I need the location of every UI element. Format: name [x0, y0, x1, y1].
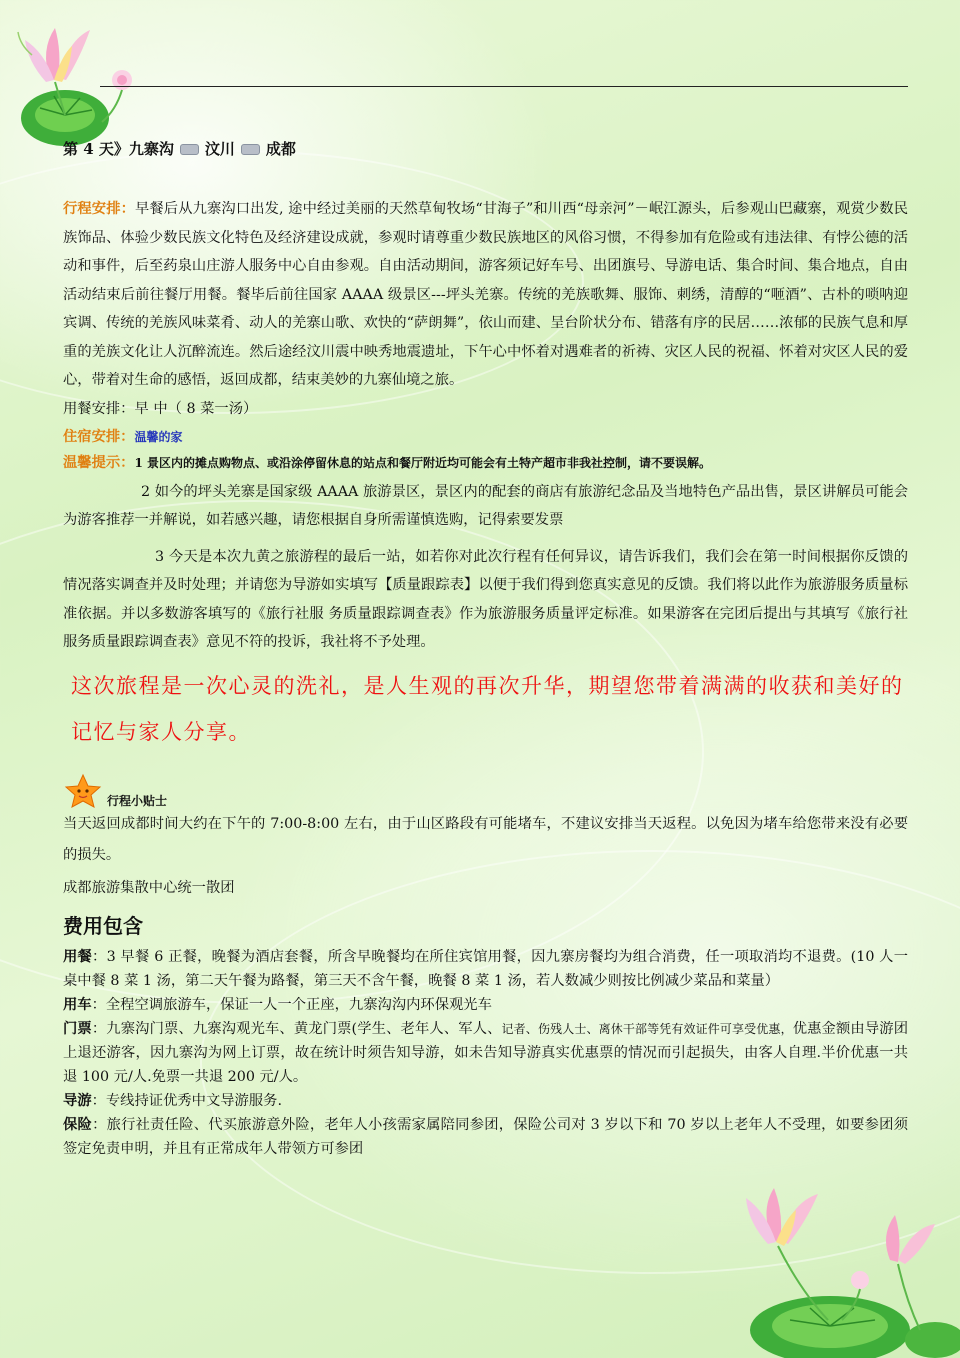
fees-guide-text: ：专线持证优秀中文导游服务.	[91, 1092, 282, 1109]
fees-insurance-text: ：旅行社责任险、代买旅游意外险，老年人小孩需家属陪同参团，保险公司对 3 岁以下和 70 岁以上老年人不受理，如要参团须签定免责申明，并且有正常成年人带领方可参团	[63, 1116, 909, 1157]
reminder-item-2-text: 2 如今的坪头羌寨是国家级 AAAA 旅游景区，景区内的配套的商店有旅游纪念品及当地特色产品出售，景区讲解员可能会为游客推荐一并解说，如若感兴趣，请您根据自身所需谨慎选购，记得索要发票	[63, 483, 908, 528]
fees-guide-label: 导游	[63, 1092, 92, 1109]
fees-car	[63, 993, 908, 1017]
reminder-item-3-text: 3 今天是本次九黄之旅游程的最后一站，如若你对此次行程有任何异议，请告诉我们，我们会在第一时间根据你反馈的情况落实调查并及时处理；并请您为导游如实填写【质量跟踪表】以便于我们得到您真实意见的反馈。我们将以此作为旅游服务质量标准依据。并以多数游客填写的《旅行社服 务质量跟踪调查表》作为旅游服务质量评定标准。如果游客在完团后提出与其填写《旅行社服务质量跟踪调查表》意见不符的投诉，我社将不予处理。	[63, 548, 908, 650]
itinerary-label: 行程安排：	[63, 201, 135, 217]
fees-guide	[63, 1089, 908, 1113]
lotus-decoration-top-left	[10, 10, 160, 155]
day-stop-wenchuan: 汶川	[204, 140, 235, 158]
reminder-line-1	[63, 452, 908, 474]
tips-org: 成都旅游集散中心统一散团	[63, 879, 235, 896]
closing-message: 这次旅程是一次心灵的洗礼，是人生观的再次升华，期望您带着满满的收获和美好的记忆与家人分享。	[71, 673, 904, 744]
reminder-item-2	[63, 478, 908, 535]
day-title-text: 第 4 天》九寨沟	[63, 140, 174, 158]
fees-meals	[63, 945, 908, 993]
itinerary-text: 早餐后从九寨沟口出发, 途中经过美丽的天然草甸牧场“甘海子”和川西“母亲河”－岷江源头，后参观山巴藏寨，观赏少数民族饰品、体验少数民族文化特色及经济建设成就，参观时请尊重少数民族地区的风俗习惯，不得参加有危险或有违法律、有悖公德的活动和事件，后至药泉山庄游人服务中心自由参观。自由活动期间，游客须记好车号、出团旗号、导游电话、集合时间、集合地点，自由活动结束后前往餐厅用餐。餐毕后前往国家 AAAA 级景区---坪头羌寨。传统的羌族歌舞、服饰、刺绣，清醇的“咂酒”、古朴的唢呐迎宾调、传统的羌族风味菜肴、动人的羌寨山歌、欢快的“萨朗舞”，依山而建、呈台阶状分布、错落有序的民居……浓郁的民族气息和厚重的羌族文化让人沉醉流连。然后途经汶川震中映秀地震遗址，下午心中怀着对遇难者的祈祷、灾区人民的祝福、怀着对灾区人民的爱心，带着对生命的感悟，返回成都，结束美妙的九寨仙境之旅。	[63, 201, 908, 388]
fees-car-label: 用车	[63, 996, 92, 1013]
fees-ticket-label: 门票	[63, 1020, 92, 1037]
day-title	[63, 138, 908, 159]
lotus-decoration-bottom-right	[730, 1180, 960, 1358]
lodging-value: 温馨的家	[134, 430, 183, 444]
fees-meals-text: ：3 早餐 6 正餐，晚餐为酒店套餐，所含早晚餐均在所住宾馆用餐，因九寨房餐均为组合消费，任一项取消均不退费。(10 人一桌中餐 8 菜 1 汤，第二天午餐为路餐，第三天不含午餐，晚餐 8 菜 1 汤，若人数减少则按比例减少菜品和菜量）	[63, 948, 908, 989]
fees-heading: 费用包含	[63, 913, 143, 938]
header-rule	[100, 86, 908, 87]
lodging-label: 住宿安排：	[63, 429, 135, 445]
itinerary-paragraph	[63, 195, 908, 395]
fees-ticket	[63, 1017, 908, 1089]
bus-icon	[180, 144, 199, 155]
fees-ticket-text-2: 优惠金额由导游团上退还游客，因九寨沟为网上订票，故在统计时须告知导游，如未告知导游真实优惠票的情况而引起损失，由客人自理.半价优惠一共退 100 元/人.免票一共退 200 元/人。	[63, 1020, 908, 1085]
lodging-line	[63, 423, 908, 452]
fees-meals-label: 用餐	[63, 948, 93, 965]
fees-ticket-small: 记者、伤残人士、离休干部等凭有效证件可享受优惠，	[501, 1021, 793, 1036]
fees-insurance	[63, 1113, 908, 1161]
fees-car-text: ：全程空调旅游车，保证一人一个正座，九寨沟沟内环保观光车	[91, 996, 492, 1013]
reminder-item-3	[63, 543, 908, 657]
reminder-label: 温馨提示：	[63, 454, 135, 471]
main-content	[63, 138, 908, 1161]
fees-ticket-text-1: ：九寨沟门票、九寨沟观光车、黄龙门票(学生、老年人、军人、	[91, 1020, 502, 1037]
star-icon	[63, 773, 103, 809]
meals-line: 用餐安排：早 中（ 8 菜一汤）	[63, 400, 258, 417]
reminder-item-1: 1 景区内的摊点购物点、或沿涂停留休息的站点和餐厅附近均可能会有土特产超市非我社控制，请不要误解。	[134, 455, 712, 470]
bus-icon	[241, 144, 260, 155]
tips-header	[63, 773, 908, 809]
fees-insurance-label: 保险	[63, 1116, 93, 1133]
tips-text: 当天返回成都时间大约在下午的 7:00-8:00 左右，由于山区路段有可能堵车，不建议安排当天返程。以免因为堵车给您带来没有必要的损失。	[63, 815, 908, 863]
day-stop-chengdu: 成都	[265, 140, 296, 158]
tips-title: 行程小贴士	[107, 793, 168, 808]
